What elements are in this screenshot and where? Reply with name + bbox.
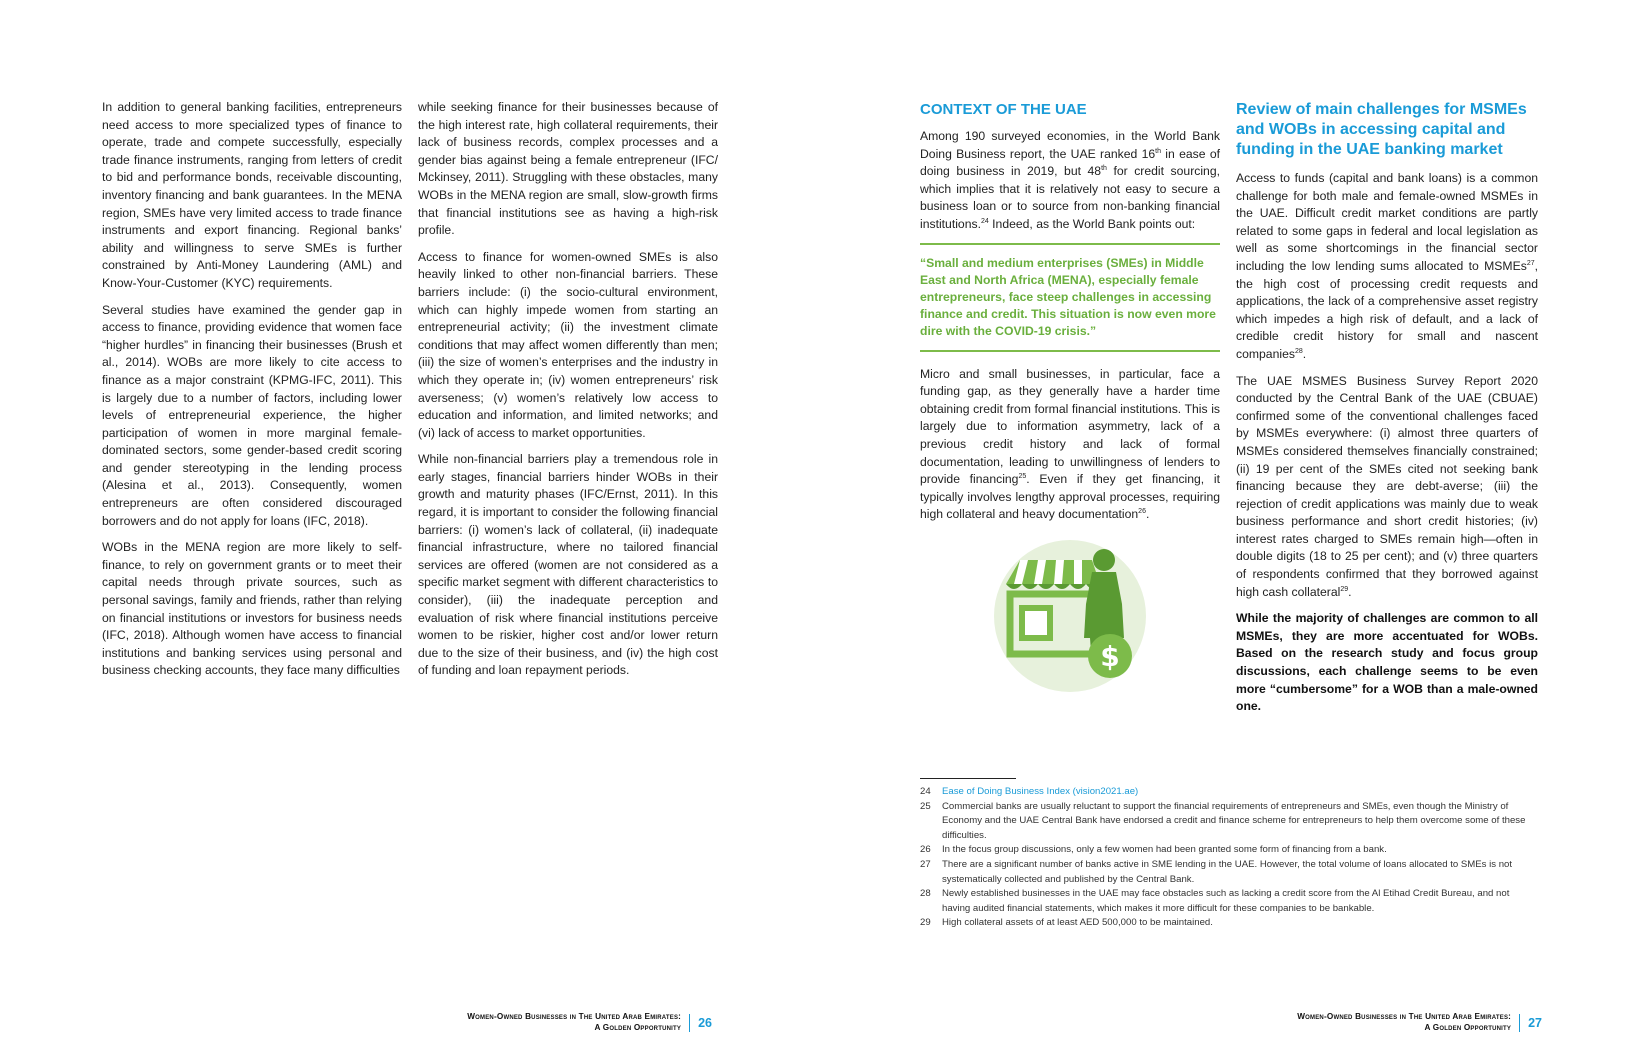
section-heading-context: CONTEXT OF THE UAE [920, 101, 1087, 118]
paragraph: WOBs in the MENA region are more likely to self-finance, to rely on government grants or to meet their capital needs through private sources, such as personal savings, family and friends, rather than relying on financial institutions or investors for business needs (IFC, 2018). Although women have access to financial institutions and banking services using personal and business checking accounts, they face many difficulties [102, 540, 402, 678]
footnote [920, 843, 1540, 858]
text-run: , the high cost of processing credit requests and applications, the lack of a comprehensive asset registry which impedes a high risk of default, and a lack of credible credit history for small and nascent companies [1236, 258, 1538, 361]
paragraph: While non-financial barriers play a tremendous role in early stages, financial barriers hinder WOBs in their growth and maturity phases (IFC/Ernst, 2011). In this regard, it is important to consider the following financial barriers: (i) women’s lack of collateral, (ii) inadequate financial infrastructure, where no tailored financial services are offered (women are not considered as a specific market segment with different characteristics to consider), (iii) the inadequate perception and evaluation of risk where financial institutions perceive women to be riskier, higher cost and/or lower return due to the size of their business, and (iv) the high cost of funding and loan repayment periods. [418, 452, 718, 678]
footnote [920, 858, 1540, 887]
footnote [920, 887, 1540, 916]
svg-text:$: $ [1100, 640, 1120, 673]
footnote-text: In the focus group discussions, only a few women had been granted some form of financing from a bank. [942, 844, 1387, 856]
paragraph: Several studies have examined the gender gap in access to finance, providing evidence that women face “higher hurdles” in financing their businesses (Brush et al., 2014). WOBs are more likely to cite access to finance as a major constraint (KPMG-IFC, 2011). This is largely due to a number of factors, including lower levels of entrepreneurial experience, the higher participation of women in more marginal female-dominated sectors, some gender-based credit scoring and gender stereotyping in the lending process (Alesina et al., 2013). Consequently, women entrepreneurs are often considered discouraged borrowers and do not apply for loans (IFC, 2018). [102, 302, 402, 528]
footer-title-line2: A Golden Opportunity [594, 1022, 682, 1032]
footer-title [1297, 1012, 1511, 1033]
footnote-link[interactable]: Ease of Doing Business Index (vision2021.ae) [942, 786, 1139, 797]
footnote [920, 800, 1540, 844]
text-run: . [1348, 584, 1352, 599]
footnote-ref[interactable]: 29 [1340, 585, 1349, 593]
page-footer-left [467, 1012, 712, 1033]
paragraph: Access to finance for women-owned SMEs is also heavily linked to other non-financial barriers. These barriers include: (i) the socio-cultural environment, which can highly impede women from starting an entrepreneurial activity; (ii) the investment climate conditions that may affect women differently than men; (iii) the size of women’s enterprises and the industry in which they operate in; (iv) women entrepreneurs’ risk averseness; (v) women’s relatively low access to education and information, and limited networks; and (vi) lack of access to market opportunities. [418, 249, 718, 440]
page-footer-right [1297, 1012, 1542, 1033]
text-run: . [1302, 346, 1307, 361]
footnote-number: 25 [920, 800, 931, 812]
paragraph: while seeking finance for their businesses because of the high interest rate, high collateral requirements, their lack of business records, complex processes and a gender bias against being a female entrepreneur (IFC/ Mckinsey, 2011). Struggling with these obstacles, many WOBs in the MENA region are small, slow-growth firms that financial institutions see as having a high-risk profile. [418, 100, 718, 238]
footnotes [920, 778, 1540, 931]
footnote-number: 26 [920, 844, 931, 856]
footnote-ref[interactable]: 28 [1294, 347, 1303, 355]
text-run: Access to funds (capital and bank loans) is a common challenge for both male and female-owned MSMEs in the UAE. Difficult credit market conditions are partly related to some gaps in federal and local legislation as well as some shortcomings in the financial sector including the low lending sums allocated to MSMEs [1236, 171, 1538, 273]
paragraph [1236, 170, 1538, 364]
emphasis-paragraph: While the majority of challenges are common to all MSMEs, they are more accentuated for WOBs. Based on the research study and focus group discussions, each challenge seems to be even more “cumbersome” for a WOB than a male-owned one. [1236, 611, 1538, 714]
text-run: Micro and small businesses, in particular, face a funding gap, as they generally have a harder time obtaining credit from formal financial institutions. This is largely due to information asymmetry, lack of a previous credit history and lack of formal documentation, leading to unwillingness of lenders to provide financing [920, 366, 1220, 487]
footer-title-line1: Women-Owned Businesses in The United Arab Emirates: [1297, 1012, 1512, 1021]
text-run: in ease of doing business in 2019, but 48 [920, 146, 1220, 179]
paragraph [1236, 373, 1538, 602]
text-run: The UAE MSMES Business Survey Report 2020 conducted by the Central Bank of the UAE (CBUAE) confirmed some of the conventional challenges faced by MSMEs everywhere: (i) almost three quarters of MSMEs considered themselves financially constrained; (ii) 19 per cent of the SMEs cited not seeking bank financing because they are debt-averse; (iii) the rejection of credit applications was mainly due to weak business performance and short credit histories; (iv) interest rates charged to SMEs remain high—often in double digits (18 to 25 per cent); and (v) three quarters of respondents confirmed that they borrowed against high cash collateral [1236, 373, 1538, 599]
footnote [920, 916, 1540, 931]
left-column-2 [418, 99, 718, 689]
section-heading-review: Review of main challenges for MSMEs and WOBs in accessing capital and funding in the UAE banking market [1236, 101, 1527, 158]
pull-quote: “Small and medium enterprises (SMEs) in Middle East and North Africa (MENA), especially female entrepreneurs, face steep challenges in accessing finance and credit. This situation is now even more dire with the COVID-19 crisis.” [920, 243, 1220, 352]
left-column-1 [102, 99, 402, 689]
right-page [816, 0, 1632, 1056]
footnote-ref[interactable]: 24 [980, 217, 989, 225]
text-run: Among 190 surveyed economies, in the World Bank Doing Business report, the UAE ranked 16 [920, 129, 1220, 161]
text-run: . [1145, 507, 1150, 522]
page-number: 27 [1528, 1015, 1542, 1030]
footnote-number: 27 [920, 858, 931, 870]
footnote-ref[interactable]: 25 [1018, 473, 1027, 481]
footer-divider [689, 1014, 690, 1032]
footnote-text: High collateral assets of at least AED 500,000 to be maintained. [942, 917, 1213, 929]
right-column-2 [1236, 100, 1538, 725]
superscript: th [1155, 147, 1161, 155]
footnote-ref[interactable]: 26 [1138, 508, 1146, 516]
text-run: . Even if they get financing, it typically involves lengthy approval processes, requiring high collateral and heavy documentation [920, 472, 1220, 522]
footer-title-line2: A Golden Opportunity [1424, 1022, 1512, 1032]
footnote-number: 29 [920, 917, 931, 929]
page-number: 26 [698, 1015, 712, 1030]
footer-title [467, 1012, 681, 1033]
footnote-number: 24 [920, 786, 931, 797]
footer-divider [1519, 1014, 1520, 1032]
storefront-woman-dollar-icon [992, 538, 1148, 694]
footnote-ref[interactable]: 27 [1526, 259, 1535, 267]
footnote-number: 28 [920, 888, 931, 900]
right-column-1 [920, 100, 1220, 533]
footnote-text: Commercial banks are usually reluctant to support the financial requirements of entrepreneurs and SMEs, even though the Ministry of Economy and the UAE Central Bank have endorsed a credit and finance scheme for entrepreneurs to help them overcome some of these difficulties. [942, 800, 1526, 841]
paragraph: In addition to general banking facilities, entrepreneurs need access to more specialized types of finance to operate, trade and compete successfully, especially trade finance instruments, ranging from letters of credit to bid and performance bonds, receivable discounting, inventory financing and bank guarantees. In the MENA region, SMEs have very limited access to trade finance instruments and export financing. Regional banks’ ability and willingness to serve SMEs is further constrained by Anti-Money Laundering (AML) and Know-Your-Customer (KYC) requirements. [102, 100, 402, 290]
footer-title-line1: Women-Owned Businesses in The United Arab Emirates: [467, 1012, 682, 1021]
paragraph [920, 128, 1220, 234]
footnote-text: Newly established businesses in the UAE may face obstacles such as lacking a credit score from the Al Etihad Credit Bureau, and not having audited financial statements, which makes it more difficult for these companies to be bankable. [942, 888, 1510, 914]
footnote-text: There are a significant number of banks active in SME lending in the UAE. However, the total volume of loans allocated to SMEs is not systematically collected and published by the Central Bank. [942, 858, 1513, 885]
superscript: th [1101, 165, 1107, 173]
footnote-rule [920, 778, 1016, 779]
footnote [920, 785, 1540, 800]
text-run: for credit sourcing, which implies that it is relatively not easy to secure a business loan or to source from non-banking financial institutions. [920, 164, 1220, 231]
paragraph [920, 366, 1220, 524]
text-run: Indeed, as the World Bank points out: [988, 216, 1196, 231]
